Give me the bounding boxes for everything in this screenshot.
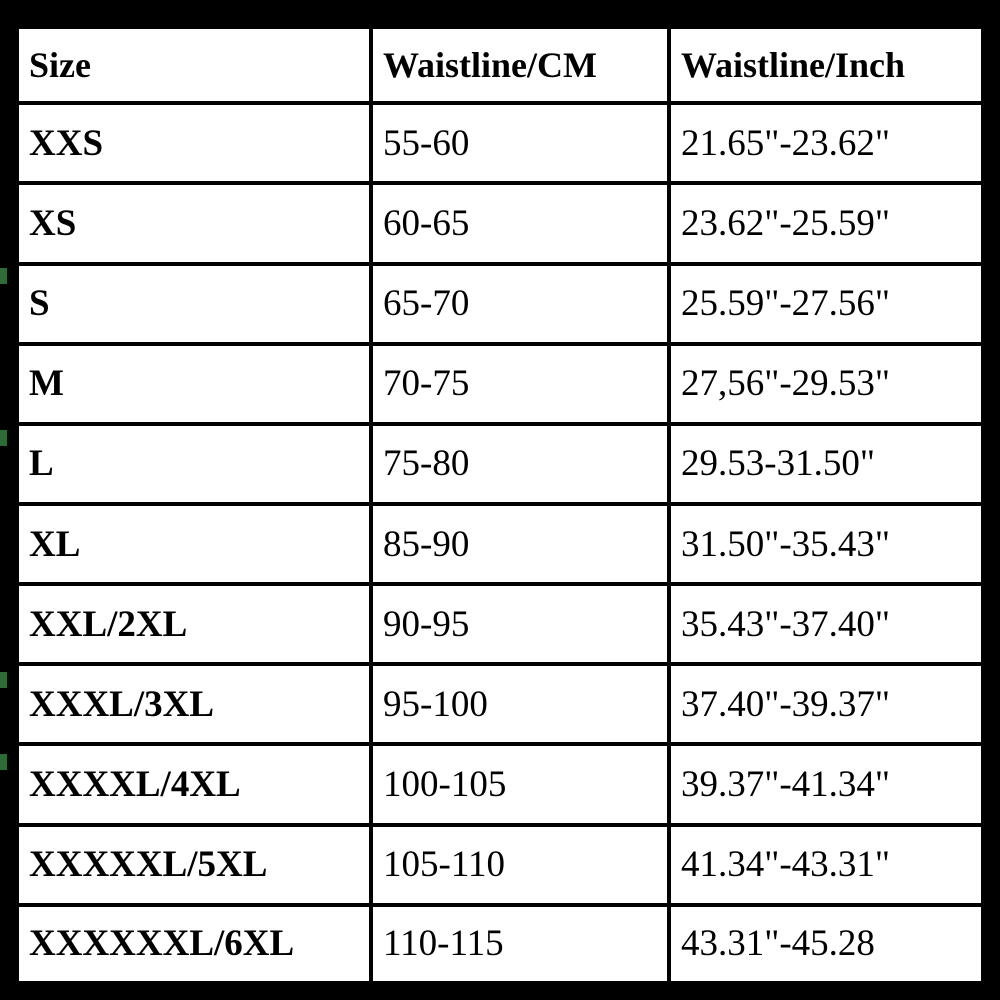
column-header-waistline-cm: Waistline/CM — [371, 29, 669, 103]
edge-artifact-mark — [0, 754, 7, 770]
column-header-waistline-inch: Waistline/Inch — [669, 29, 981, 103]
cell-cm: 85-90 — [371, 504, 669, 584]
cell-cm: 70-75 — [371, 344, 669, 424]
cell-cm: 65-70 — [371, 264, 669, 344]
cell-inch: 23.62"-25.59" — [669, 183, 981, 263]
table-row — [19, 825, 981, 905]
cell-size: L — [19, 424, 371, 504]
edge-artifact-mark — [0, 430, 7, 446]
size-chart-table — [19, 29, 981, 981]
cell-inch: 41.34"-43.31" — [669, 825, 981, 905]
cell-size: XXL/2XL — [19, 584, 371, 664]
cell-cm: 55-60 — [371, 103, 669, 183]
table-row — [19, 744, 981, 824]
size-chart-frame — [14, 24, 986, 986]
cell-size: XS — [19, 183, 371, 263]
cell-inch: 25.59"-27.56" — [669, 264, 981, 344]
table-row — [19, 504, 981, 584]
cell-cm: 95-100 — [371, 664, 669, 744]
cell-cm: 100-105 — [371, 744, 669, 824]
cell-size: XXXXXXL/6XL — [19, 905, 371, 981]
table-row — [19, 264, 981, 344]
cell-size: XXS — [19, 103, 371, 183]
cell-size: M — [19, 344, 371, 424]
cell-size: S — [19, 264, 371, 344]
cell-inch: 21.65"-23.62" — [669, 103, 981, 183]
cell-inch: 31.50"-35.43" — [669, 504, 981, 584]
table-row — [19, 664, 981, 744]
table-row — [19, 183, 981, 263]
cell-size: XXXXXL/5XL — [19, 825, 371, 905]
cell-cm: 60-65 — [371, 183, 669, 263]
table-row — [19, 584, 981, 664]
table-row — [19, 905, 981, 981]
cell-cm: 110-115 — [371, 905, 669, 981]
cell-cm: 90-95 — [371, 584, 669, 664]
cell-inch: 37.40"-39.37" — [669, 664, 981, 744]
edge-artifact-mark — [0, 672, 7, 688]
column-header-size: Size — [19, 29, 371, 103]
table-row — [19, 344, 981, 424]
cell-size: XXXXL/4XL — [19, 744, 371, 824]
cell-inch: 39.37"-41.34" — [669, 744, 981, 824]
cell-size: XXXL/3XL — [19, 664, 371, 744]
cell-size: XL — [19, 504, 371, 584]
cell-inch: 29.53-31.50" — [669, 424, 981, 504]
cell-inch: 35.43"-37.40" — [669, 584, 981, 664]
edge-artifact-mark — [0, 268, 7, 284]
cell-inch: 43.31"-45.28 — [681, 923, 875, 965]
cell-inch: 27,56"-29.53" — [669, 344, 981, 424]
cell-cm: 75-80 — [371, 424, 669, 504]
table-header-row — [19, 29, 981, 103]
cell-cm: 105-110 — [371, 825, 669, 905]
table-row — [19, 103, 981, 183]
table-row — [19, 424, 981, 504]
